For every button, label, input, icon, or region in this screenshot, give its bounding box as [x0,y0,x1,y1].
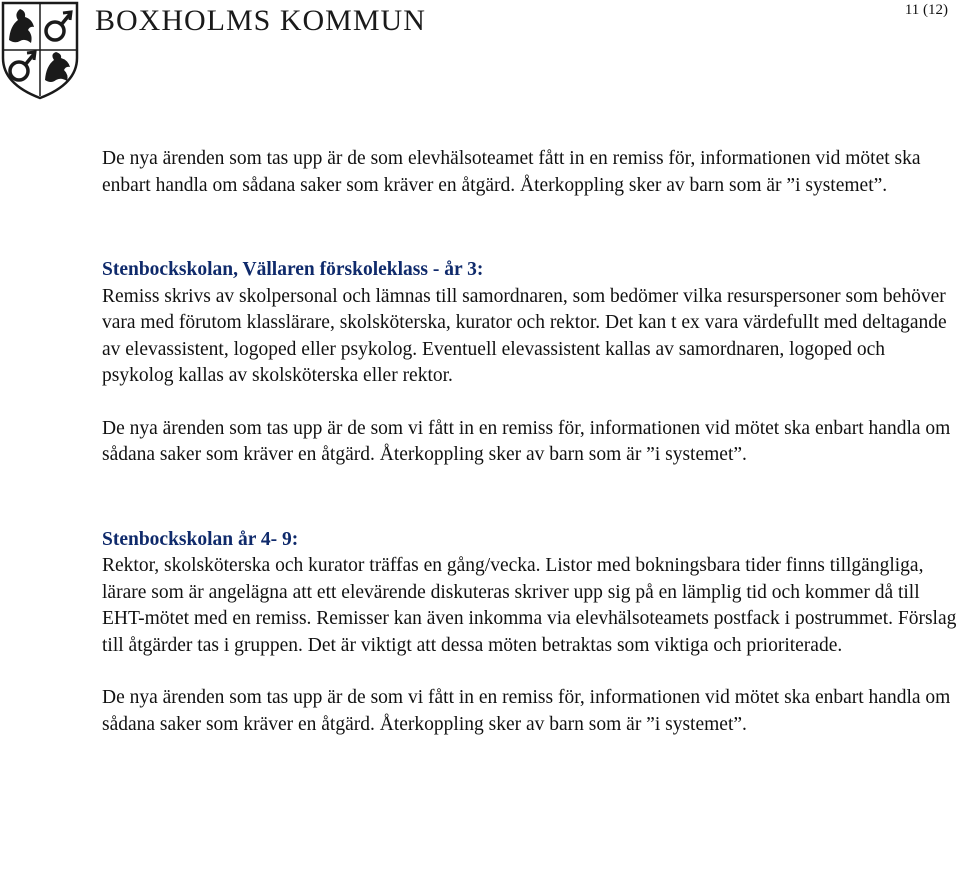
section-body-ar-4-9: Rektor, skolsköterska och kurator träffas en gång/vecka. Listor med bokningsbara tider finns tillgängliga, lärare som är angelägna att ett elevärende diskuteras skriver upp sig på en lämplig tid och kommer då till EHT-mötet med en remiss. Remisser kan även inkomma via elevhälsoteamets postfack i postrummet. Förslag till åtgärder tas i gruppen. Det är viktigt att dessa möten betraktas som viktiga och prioriterade. [102,555,957,656]
section-heading-ar-4-9: Stenbockskolan år 4- 9: [102,528,299,550]
page-number: 11 (12) [904,2,948,18]
section-body-forskoleklass: Remiss skrivs av skolpersonal och lämnas till samordnaren, som bedömer vilka resurspersoner som behöver vara med förutom klasslärare, skolsköterska, kurator och rektor. Det kan t ex vara värdefullt med deltagande av elevassistent, logoped eller psykolog. Eventuell elevassistent kallas av samordnaren, logoped och psykolog kallas av skolsköterska eller rektor. [102,285,947,386]
intro-paragraph: De nya ärenden som tas upp är de som elevhälsoteamet fått in en remiss för, informationen vid mötet ska enbart handla om sådana saker som kräver en åtgärd. Återkoppling sker av barn som är ”i systemet”. [102,148,921,196]
section-followup-ar-4-9: De nya ärenden som tas upp är de som vi fått in en remiss för, informationen vid mötet ska enbart handla om sådana saker som kräver en åtgärd. Återkoppling sker av barn som är ”i systemet”. [102,687,951,735]
spacer [102,199,960,257]
section-heading-forskoleklass: Stenbockskolan, Vällaren förskoleklass - år 3: [102,259,484,280]
section-followup-forskoleklass: De nya ärenden som tas upp är de som vi fått in en remiss för, informationen vid mötet ska enbart handla om sådana saker som kräver en åtgärd. Återkoppling sker av barn som är ”i systemet”. [102,417,951,465]
municipal-crest-logo [0,0,80,100]
organization-name: BOXHOLMS KOMMUN [95,4,426,37]
spacer [102,390,960,416]
spacer [102,659,960,685]
document-body [102,146,960,738]
spacer [102,469,960,527]
